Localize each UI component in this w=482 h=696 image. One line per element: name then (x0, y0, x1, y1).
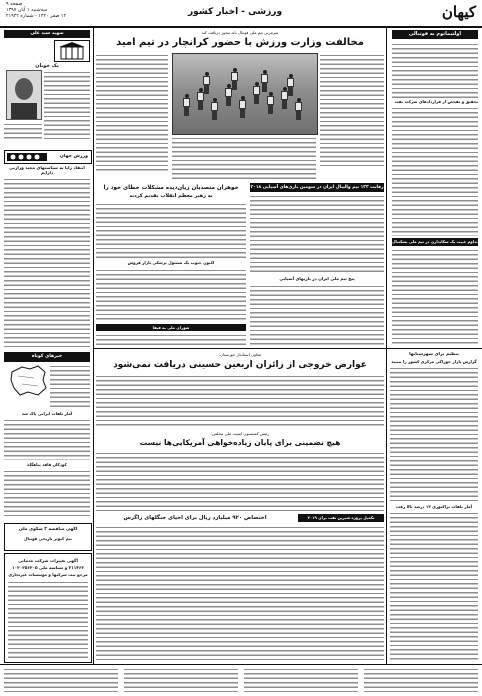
story2-text (96, 202, 246, 258)
notice-subtitle: تیم کبوتر تاریخی فوتبال (24, 536, 72, 541)
memorial-text (44, 70, 90, 140)
issue-line: ۱۴ صفر ۱۴۴۰ - شماره ۲۱۹۴۲ (6, 14, 66, 19)
bottom-sub-kicker: رئیس کمیسیون امنیت ملی مجلس: (210, 431, 270, 436)
small-story-text (96, 333, 246, 347)
photo-background (173, 54, 317, 134)
lead-text (320, 53, 384, 169)
player-figure (267, 92, 274, 114)
notice-box (4, 523, 92, 551)
brief-text (4, 418, 90, 460)
map-title: خبرهای کوتاه (4, 352, 90, 362)
ad-line: مرجع ثبت شرکتها و موسسات غیرتجاری (8, 572, 88, 577)
player-figure (295, 98, 302, 120)
brief-title: آمار تلفات ایرانی پاک شد (21, 411, 73, 416)
bottom-text (96, 374, 384, 428)
ad-text (8, 580, 88, 658)
memorial-emblem (54, 40, 90, 62)
caption-bar: شورای ملی به فیفا (96, 324, 246, 331)
iran-map (8, 364, 48, 398)
memorial-text (4, 122, 42, 140)
lead-text (172, 136, 316, 180)
column-rule (386, 28, 387, 348)
footer-notice (4, 667, 118, 694)
lead-kicker: سرمربی تیم ملی فوتبال باید مجوز دریافت کند (201, 30, 279, 35)
story2-subhead: به رهبر معظم انقلاب تقدیم کردند (129, 193, 213, 199)
small-story-title: اکنون جنوب یک مسئول پزشکی بازار فروش (127, 260, 215, 265)
player-figure (239, 96, 246, 118)
building-icon (55, 41, 89, 61)
bottom-kicker: معاون استاندار خوزستان: (218, 352, 262, 357)
footer-notice (364, 667, 478, 694)
box-headline: رقابت ۱۳۳ تیم والیبال ایران در سومین بازی‌های آسیایی ۲۰۱۸ (250, 185, 384, 190)
player-figure (261, 70, 268, 92)
sports-banner-icon (7, 152, 47, 162)
section-title: ورزشی - اخبار کشور (188, 7, 283, 17)
team-photo (172, 53, 318, 135)
person-photo (7, 71, 41, 119)
issue-meta (6, 2, 66, 20)
ad-line: آگهی تغییرات شرکت خدماتی (18, 558, 78, 563)
column-rule (386, 349, 387, 664)
bottom-headline: عوارض خروجی از زائران اربعین حسینی دریافت نمی‌شود (113, 360, 367, 370)
section-rule (94, 348, 482, 349)
player-figure (253, 82, 260, 104)
player-figure (183, 94, 190, 116)
sidebar-text (392, 42, 478, 98)
column-rule (93, 28, 94, 664)
page-label: صفحه ۹ (6, 2, 23, 7)
lead-text (96, 53, 168, 173)
footer-notice (124, 667, 238, 694)
bottom-text (96, 525, 384, 661)
right-col-text (390, 511, 478, 661)
sidebar-bottom-bar: تداوم غیبت یک سکانداری در تیم ملی بسکتبال (392, 239, 478, 244)
right-col-item: آمار تلفات تراکتوری ۱۴ درصد بالا رفت (396, 504, 472, 509)
brief-text (4, 469, 90, 519)
lead-headline: مخالفت وزارت ورزش با حضور کرانچار در تیم امید (116, 37, 364, 48)
brief-text (50, 364, 90, 408)
box-text (250, 284, 384, 346)
footer-notice (244, 667, 358, 694)
player-figure (231, 68, 238, 90)
right-col-title: تنظیم برای شهرستانها (409, 352, 459, 357)
sports-title-box (4, 150, 92, 164)
small-story-text (96, 268, 246, 322)
sports-title: ورزش جهان (59, 154, 88, 159)
brief-headline-2: کودکان فاقد پناهگاه (27, 462, 67, 467)
sports-headline: انتقاد رانا به سیاستهای مجید وزارتی دارایم (9, 165, 85, 175)
memorial-name: یک خوبان (35, 63, 59, 69)
box-text (250, 194, 384, 274)
player-figure (287, 74, 294, 96)
small-box-title: تکمیل پروژه شیرین نفت برای ۲۰۱۹ (298, 514, 384, 522)
third-headline: اختصاص ۹۲۰ میلیارد ریال برای احیای جنگلهای زاگرس (123, 515, 267, 521)
notice-title: آگهی مناقصه ۳ سکوی ملی (18, 527, 78, 532)
bottom-text (96, 451, 384, 511)
memorial-label: شهید سید علی (4, 30, 90, 38)
portrait-photo (6, 70, 42, 120)
date-line: سه‌شنبه ۱ آبان ۱۳۹۷ (6, 8, 48, 13)
right-col-text (390, 366, 478, 502)
page-header (0, 0, 482, 28)
section-rule (0, 664, 482, 665)
player-figure (211, 98, 218, 120)
sidebar-text (392, 248, 478, 344)
masthead-logo: کیهان (441, 3, 476, 21)
player-figure (203, 72, 210, 94)
sidebar-box-title: اولتیماتوم به فوتبالی (392, 30, 478, 39)
right-col-sub: گزارش بازار خوراکی مرکزی کشور را نبینید (391, 359, 477, 364)
story2-headline: خوهران متصدیان زیان‌دیده مشکلات خطای خود را (103, 185, 239, 191)
sidebar-text (392, 106, 478, 236)
bottom-sub-headline: هیچ تضمینی برای پایان زیاده‌خواهی آمریکایی‌ها نیست (139, 438, 341, 447)
sidebar-item-headline: تحقیق و تفحص از قراردادهای شرکت نفت (394, 99, 478, 104)
center-caption: پنج تیم ملی ایران در بازیهای آسیایی (279, 276, 355, 281)
map-icon (8, 364, 48, 398)
ad-line: ۲۱۱۴۶۳ و شناسه ملی ۱۰۲۰۲۵۶۳۰۵ (12, 565, 84, 570)
ad-box (4, 553, 92, 663)
sports-text (4, 177, 90, 347)
